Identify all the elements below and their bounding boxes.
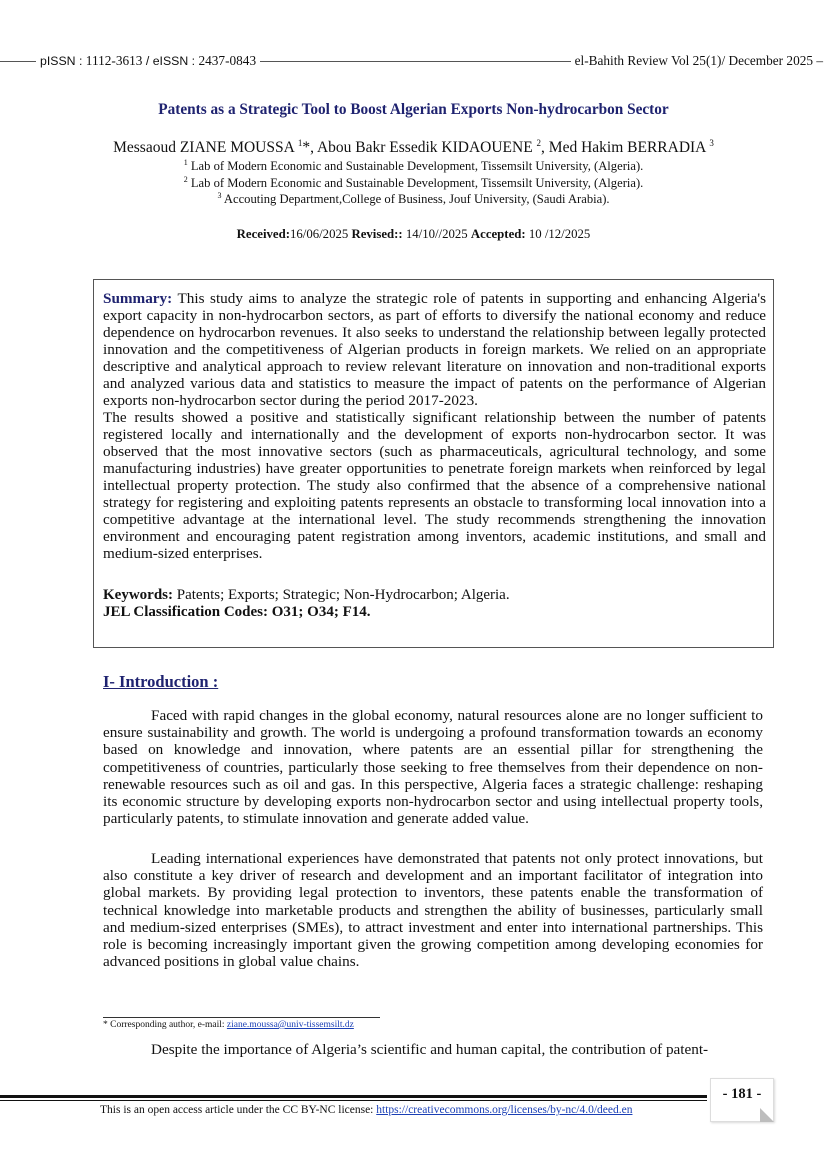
article-title: Patents as a Strategic Tool to Boost Algerian Exports Non-hydrocarbon Sector xyxy=(158,101,669,118)
abstract-paragraph: The results showed a positive and statistically significant relationship between the number of patents registered locally and internationally and the development of exports non-hydrocarbon sector. It was observed that the most innovative sectors (such as pharmaceuticals, agricultural technology, and some manufacturing industries) have greater opportunities to penetrate foreign markets when reinforced by legal intellectual property protection. The study also confirmed that the absence of a comprehensive national strategy for registering and exploiting patents represents an obstacle to transforming local innovation into a competitive advantage at the international level. The study recommends strengthening the innovation environment and encouraging patent registration among inventors, academic institutions, and small and medium-sized enterprises. xyxy=(103,409,766,562)
affiliation: $^2$ Lab of Modern Economic and Sustainable Development, Tissemsilt University, (Algeria). xyxy=(183,175,644,191)
footnote-rule xyxy=(103,1017,380,1018)
page-curl-icon xyxy=(760,1108,774,1122)
keywords-block xyxy=(103,587,510,621)
license-link[interactable]: https://creativecommons.org/licenses/by-nc/4.0/deed.en xyxy=(376,1104,633,1116)
page-number: - 181 - xyxy=(722,1086,762,1102)
issn-info xyxy=(36,53,260,69)
section-heading-introduction: I- Introduction : xyxy=(103,672,219,691)
keywords-value: Patents; Exports; Strategic; Non-Hydrocarbon; Algeria. xyxy=(173,587,510,603)
body-paragraph-continued: Despite the importance of Algeria’s scientific and human capital, the contribution of patent- xyxy=(151,1041,709,1058)
author: Med Hakim BERRADIA $^3$ xyxy=(548,138,714,157)
body-paragraph: Faced with rapid changes in the global economy, natural resources alone are no longer sufficient to ensure sustainability and growth. The world is undergoing a profound transformation towards an economy based on knowledge and innovation, where patents are an essential pillar for strengthening the competitiveness of countries, particularly those seeking to free themselves from their dependence on non-renewable resources such as oil and gas. In this perspective, Algeria faces a strategic challenge: reshaping its economic structure by developing exports non-hydrocarbon sector and using intellectual property tools, particularly patents, to stimulate innovation and generate added value. xyxy=(103,707,763,828)
journal-info: el-Bahith Review Vol 25(1)/ December 2025 – xyxy=(574,53,823,68)
author-list xyxy=(0,138,827,157)
affiliation: $^1$ Lab of Modern Economic and Sustainable Development, Tissemsilt University, (Algeria). xyxy=(183,158,644,174)
author: Messaoud ZIANE MOUSSA $^1$*, xyxy=(113,138,317,157)
page-number-badge xyxy=(710,1078,774,1122)
received-date: 16/06/2025 xyxy=(289,227,352,241)
header-rule-left xyxy=(0,61,36,62)
keywords-label: Keywords: xyxy=(103,587,173,603)
abstract-paragraph: Summary: This study aims to analyze the strategic role of patents in supporting and enhancing Algeria's export capacity in non-hydrocarbon sectors, as part of efforts to diversify the national economy and reduce dependence on hydrocarbon revenues. It also seeks to understand the relationship between legally protected innovation and the competitiveness of Algerian products in foreign markets. We relied on an appropriate descriptive and analytical approach to review relevant literature on innovation and non-traditional exports and analyzed various data and statistics to measure the impact of patents on the performance of Algerian exports non-hydrocarbon sector during the period 2017-2023. xyxy=(103,290,766,409)
affiliation: $^3$ Accouting Department,College of Business, Jouf University, (Saudi Arabia). xyxy=(217,191,610,207)
license-notice: This is an open access article under the CC BY-NC license: https://creativecommons.org/licenses/by-nc/4.0/deed.en xyxy=(100,1104,633,1116)
eissn-label: eISSN : xyxy=(152,54,199,68)
revised-date: 14/10//2025 xyxy=(405,227,471,241)
summary-label: Summary: xyxy=(103,290,173,307)
keywords-line xyxy=(103,587,510,604)
footer-rule xyxy=(0,1095,707,1098)
running-header xyxy=(0,52,827,70)
header-rule-middle xyxy=(260,61,570,62)
author-email-link[interactable]: ziane.moussa@univ-tissemsilt.dz xyxy=(226,1020,354,1030)
eissn-value: 2437-0843 xyxy=(198,53,257,68)
footnote: * Corresponding author, e-mail: ziane.moussa@univ-tissemsilt.dz xyxy=(103,1020,354,1030)
received-label: Received: xyxy=(236,227,290,241)
revised-label: Revised:: xyxy=(351,227,406,241)
pissn-label: pISSN : xyxy=(40,54,86,68)
accepted-label: Accepted: xyxy=(470,227,529,241)
abstract-text xyxy=(103,290,766,562)
issn-separator: / xyxy=(142,54,153,68)
body-paragraph: Leading international experiences have demonstrated that patents not only protect innovations, but also constitute a key driver of research and development and an important facilitator of integration into global markets. By providing legal protection to inventors, these patents enable the transformation of technical knowledge into marketable products and strengthen the ability of businesses, particularly small and medium-sized enterprises (SMEs), to attract investment and enter into international partnerships. This role is becoming increasingly important given the growing competition among developing economies for advanced positions in global value chains. xyxy=(103,850,763,971)
accepted-date: 10 /12/2025 xyxy=(528,227,591,241)
abstract-box xyxy=(93,279,774,648)
jel-codes: JEL Classification Codes: O31; O34; F14. xyxy=(103,604,371,620)
author: Abou Bakr Essedik KIDAOUENE $^2$, xyxy=(316,138,549,157)
footer-rule-thin xyxy=(0,1100,707,1101)
pissn-value: 1112-3613 xyxy=(85,53,143,68)
submission-dates xyxy=(0,227,827,242)
